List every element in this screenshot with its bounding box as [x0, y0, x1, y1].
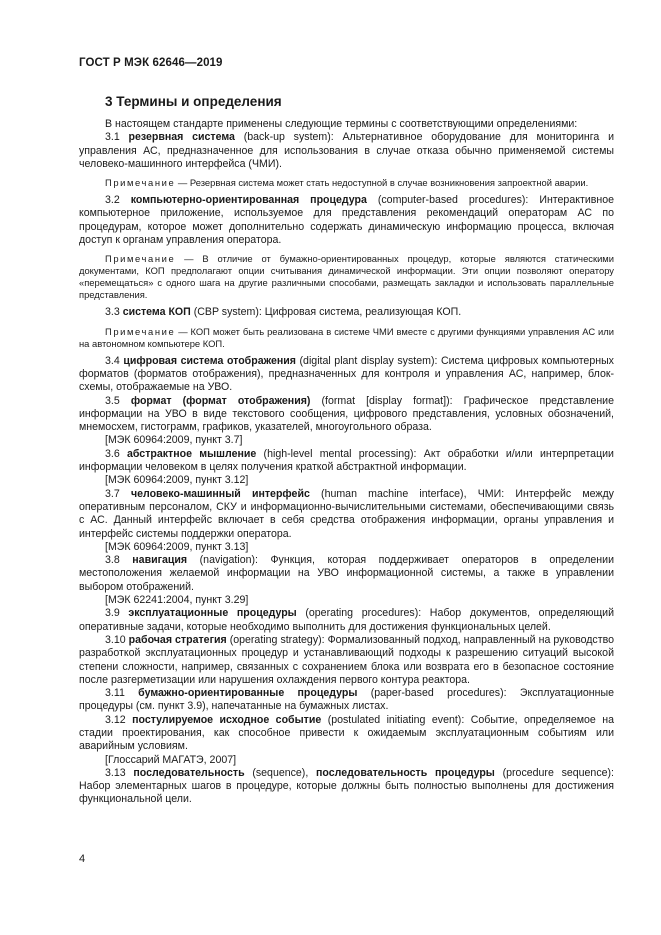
- term-name: формат (формат отображения): [130, 394, 311, 407]
- term-name: постулируемое исходное событие: [132, 713, 322, 726]
- term-name: навигация: [132, 554, 188, 567]
- ref-3-6: [МЭК 60964:2009, пункт 3.12]: [105, 474, 249, 487]
- term-3-1: 3.1 резервная система (back-up system): Альтернативное оборудование для мониторинга и управления АС, предназначенное для использования в случае отказа обычно применяемой системы человеко-машинного интерфейса (ЧМИ).: [79, 131, 614, 170]
- term-name: абстрактное мышление: [127, 447, 257, 460]
- term-name: последовательность: [133, 766, 245, 779]
- standard-header: ГОСТ Р МЭК 62646—2019: [79, 57, 223, 69]
- note-3-1: Примечание — Резервная система может стать недоступной в случае возникновения запроектной аварии.: [105, 177, 589, 189]
- ref-3-8: [МЭК 62241:2004, пункт 3.29]: [105, 594, 249, 607]
- ref-3-12: [Глоссарий МАГАТЭ, 2007]: [105, 753, 237, 766]
- term-name: компьютерно-ориентированная процедура: [130, 194, 367, 207]
- term-3-8: 3.8 навигация (navigation): Функция, которая поддерживает операторов в определении местоположения желаемой информации на УВО информационной системы, а также в управлении выбором отображений.: [79, 554, 614, 593]
- term-3-2: 3.2 компьютерно-ориентированная процедура (computer-based procedures): Интерактивное компьютерное приложение, используемое для представления рекомендаций операторам АС по процедурам, которое может дополнительно содержать динамическую информацию процесса, включая доступ к органам управления оператора.: [79, 194, 614, 247]
- terms-body: [79, 118, 614, 807]
- term-3-3: 3.3 система КОП (CBP system): Цифровая система, реализующая КОП.: [105, 306, 462, 319]
- intro-paragraph: В настоящем стандарте применены следующие термины с соответствующими определениями:: [105, 118, 578, 130]
- term-3-12: 3.12 постулируемое исходное событие (postulated initiating event): Событие, определяемое на стадии проектирования, как способное привести к ожидаемым эксплуатационным событиям или аварийным условиям.: [79, 713, 614, 753]
- note-3-3: Примечание — КОП может быть реализована в системе ЧМИ вместе с другими функциями управления АС или на автономном компьютере КОП.: [79, 325, 614, 349]
- term-3-7: 3.7 человеко-машинный интерфейс (human machine interface), ЧМИ: Интерфейс между оперативным персоналом, СКУ и информационно-вычислительными системами, обеспечивающими связь с АС. Данный интерфейс включает в себя средства отображения информации, органы управления и интерфейс системы поддержки оператора.: [79, 487, 614, 540]
- term-name: резервная система: [128, 131, 235, 144]
- term-3-9: 3.9 эксплуатационные процедуры (operating procedures): Набор документов, определяющий оперативные задачи, которые необходимо выполнить для достижения функциональных целей.: [79, 607, 614, 633]
- section-title: 3 Термины и определения: [105, 94, 282, 109]
- term-3-11: 3.11 бумажно-ориентированные процедуры (paper-based procedures): Эксплуатационные процедуры (см. пункт 3.9), напечатанные на бумажных листах.: [79, 687, 614, 713]
- ref-3-7: [МЭК 60964:2009, пункт 3.13]: [105, 540, 249, 553]
- term-name: бумажно-ориентированные процедуры: [138, 687, 358, 700]
- note-3-2: Примечание — В отличие от бумажно-ориентированных процедур, которые являются статическими документами, КОП предполагают опции считывания динамической информации. Эти опции позволяют оператору «перемещаться» с одного шага на другие различными способами, размещать закладки и использовать параллельные представления.: [79, 253, 614, 301]
- term-3-6: 3.6 абстрактное мышление (high-level mental processing): Акт обработки и/или интерпретации информации человеком в целях получения краткой абстрактной информации.: [79, 447, 614, 474]
- ref-3-5: [МЭК 60964:2009, пункт 3.7]: [105, 434, 243, 447]
- term-3-5: 3.5 формат (формат отображения) (format [display format]): Графическое представление информации на УВО в виде текстового сообщения, цифрового представления, условных обозначений, мнемосхем, гистограмм, графиков, указателей, многоугольного образа.: [79, 394, 614, 434]
- term-name: цифровая система отображения: [123, 354, 296, 367]
- term-name: человеко-машинный интерфейс: [130, 487, 310, 500]
- term-name-2: последовательность процедуры: [316, 766, 495, 779]
- term-name: эксплуатационные процедуры: [128, 607, 297, 620]
- page-number: 4: [79, 853, 86, 865]
- term-3-13: 3.13 последовательность (sequence), последовательность процедуры (procedure sequence): Набор элементарных шагов в процедуре, которые должны быть полностью выполнены для достижения функциональной цели.: [79, 766, 614, 806]
- term-3-4: 3.4 цифровая система отображения (digital plant display system): Система цифровых компьютерных форматов (форматов отображения), предназначенных для контроля и управления АС, например, блок-схемы, отображаемые на УВО.: [79, 354, 614, 394]
- term-3-10: 3.10 рабочая стратегия (operating strategy): Формализованный подход, направленный на руководство разработкой эксплуатационных процедур и устанавливающий подходы к разрешению ситуаций высокой степени сложности, например, связанных с сохранением блока или возврата его в безопасное состояние после разгерметизации или нарушения охлаждения первого контура реактора.: [79, 633, 614, 686]
- term-name: система КОП: [122, 306, 191, 319]
- term-name: рабочая стратегия: [128, 633, 227, 646]
